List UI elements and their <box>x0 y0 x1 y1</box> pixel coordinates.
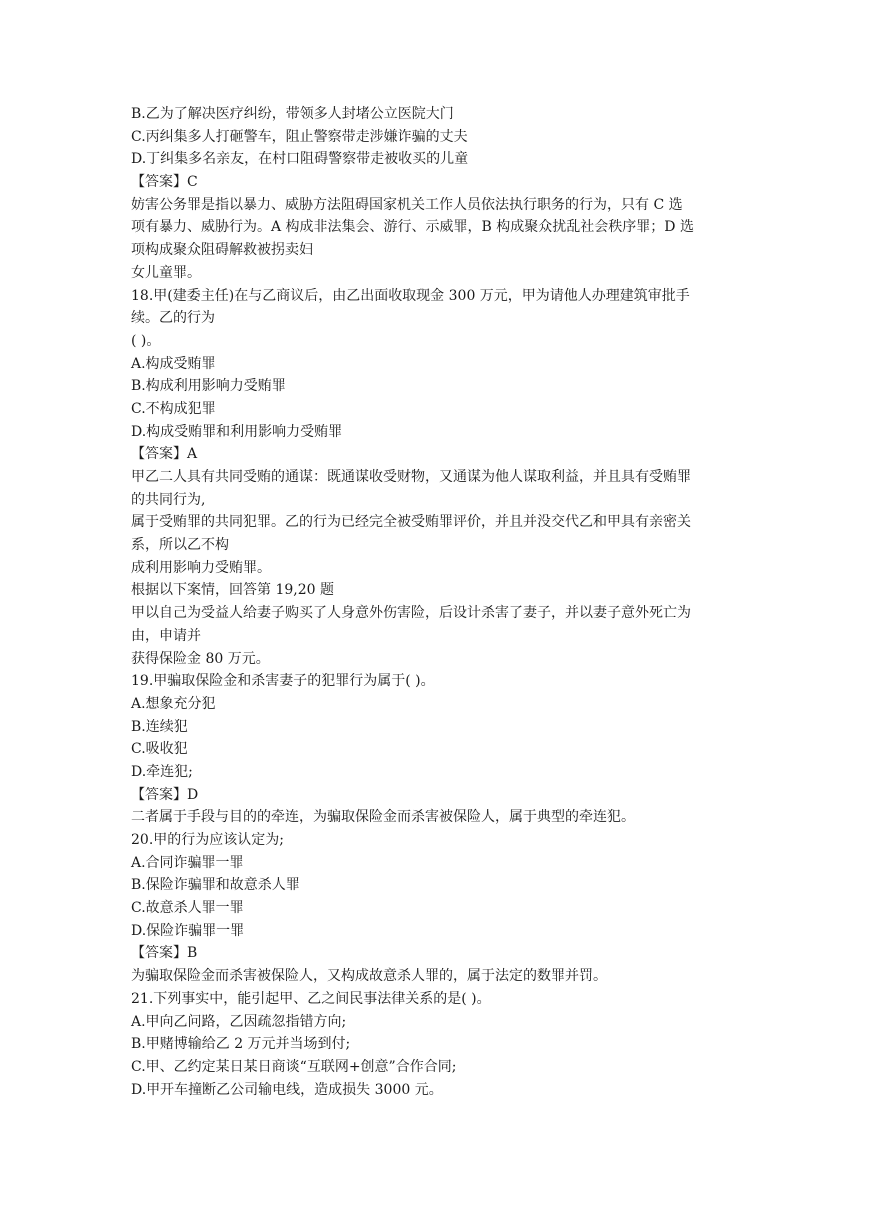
explanation-line: 甲乙二人具有共同受贿的通谋：既通谋收受财物，又通谋为他人谋取利益，并且具有受贿罪 <box>131 469 691 485</box>
option-line: A.构成受贿罪 <box>131 355 216 372</box>
option-line: B.甲赌博输给乙 2 万元并当场到付; <box>131 1036 351 1053</box>
document-page <box>131 103 743 1101</box>
option-line: B.保险诈骗罪和故意杀人罪 <box>131 877 300 894</box>
option-line: D.丁纠集多名亲友，在村口阻碍警察带走被收买的儿童 <box>131 151 469 168</box>
option-line: C.故意杀人罪一罪 <box>131 900 244 917</box>
option-line: D.保险诈骗罪一罪 <box>131 922 245 939</box>
option-line: C.不构成犯罪 <box>131 400 216 417</box>
option-line: B.乙为了解决医疗纠纷，带领多人封堵公立医院大门 <box>131 106 454 122</box>
explanation-line: 项有暴力、威胁行为。A 构成非法集会、游行、示威罪，B 构成聚众扰乱社会秩序罪；D 选 <box>131 219 694 236</box>
answer-line: 【答案】A <box>131 446 198 463</box>
explanation-line: 妨害公务罪是指以暴力、威胁方法阻碍国家机关工作人员依法执行职务的行为，只有 C 选 <box>131 196 683 213</box>
option-line: D.构成受贿罪和利用影响力受贿罪 <box>131 423 343 440</box>
explanation-line: 女儿童罪。 <box>131 264 201 281</box>
question-line: 18.甲(建委主任)在与乙商议后，由乙出面收取现金 300 万元，甲为请他人办理建筑审批手 <box>131 287 690 304</box>
answer-line: 【答案】B <box>131 945 198 962</box>
option-line: A.甲向乙问路，乙因疏忽指错方向; <box>131 1013 347 1030</box>
option-line: B.构成利用影响力受贿罪 <box>131 378 286 395</box>
case-line: 由，申请并 <box>131 627 201 644</box>
question-line: 20.甲的行为应该认定为; <box>131 832 284 848</box>
case-intro-line: 根据以下案情，回答第 19,20 题 <box>131 582 334 599</box>
answer-line: 【答案】C <box>131 174 198 191</box>
explanation-line: 属于受贿罪的共同犯罪。乙的行为已经完全被受贿罪评价，并且并没交代乙和甲具有亲密关 <box>131 514 691 531</box>
option-line: A.想象充分犯 <box>131 695 216 712</box>
option-line: C.丙纠集多人打砸警车，阻止警察带走涉嫌诈骗的丈夫 <box>131 128 468 145</box>
question-line: 19.甲骗取保险金和杀害妻子的犯罪行为属于( )。 <box>131 673 435 690</box>
option-line: A.合同诈骗罪一罪 <box>131 854 244 871</box>
option-line: B.连续犯 <box>131 718 188 735</box>
explanation-line: 为骗取保险金而杀害被保险人，又构成故意杀人罪的，属于法定的数罪并罚。 <box>131 968 607 985</box>
answer-line: 【答案】D <box>131 786 199 803</box>
explanation-line: 的共同行为, <box>131 491 206 508</box>
explanation-line: 系，所以乙不构 <box>131 537 229 554</box>
case-line: 甲以自己为受益人给妻子购买了人身意外伤害险，后设计杀害了妻子，并以妻子意外死亡为 <box>131 605 691 622</box>
explanation-line: 成利用影响力受贿罪。 <box>131 559 271 576</box>
case-line: 获得保险金 80 万元。 <box>131 650 270 667</box>
option-line: D.甲开车撞断乙公司输电线，造成损失 3000 元。 <box>131 1081 443 1098</box>
explanation-line: 二者属于手段与目的的牵连，为骗取保险金而杀害被保险人，属于典型的牵连犯。 <box>131 809 635 826</box>
option-line: C.吸收犯 <box>131 741 188 758</box>
option-line: C.甲、乙约定某日某日商谈“互联网+创意”合作合同; <box>131 1058 457 1075</box>
explanation-line: 项构成聚众阻碍解救被拐卖妇 <box>131 242 313 259</box>
question-line: 续。乙的行为 <box>131 310 215 327</box>
question-line: ( )。 <box>131 332 161 349</box>
option-line: D.牵连犯; <box>131 763 193 780</box>
question-line: 21.下列事实中，能引起甲、乙之间民事法律关系的是( )。 <box>131 990 491 1007</box>
